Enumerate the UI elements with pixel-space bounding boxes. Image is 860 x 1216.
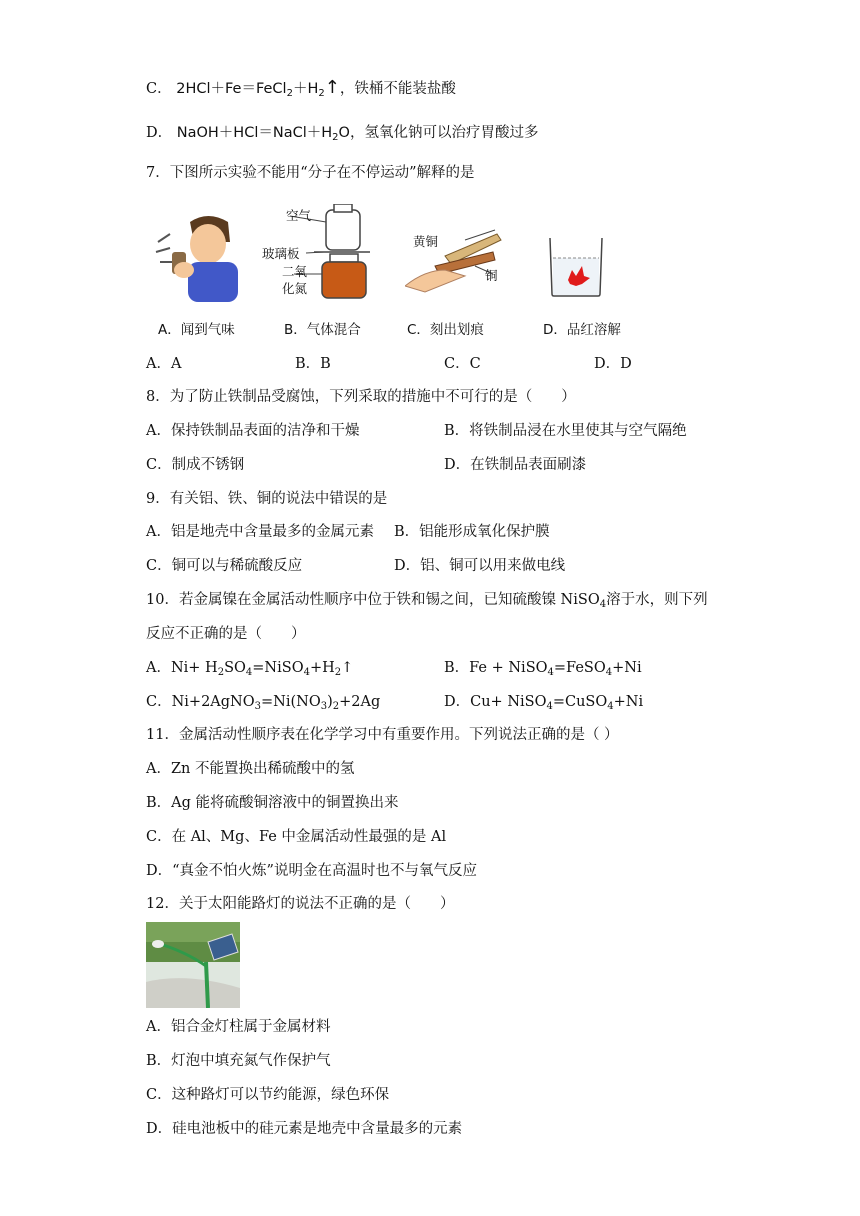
q10-stem-line1: 10．若金属镍在金属活动性顺序中位于铁和锡之间，已知硫酸镍 NiSO$_4$溶于水，则下列 [146,592,708,610]
figure-caption-b: B．气体混合 [284,322,361,338]
q6-option-c: C． $2HCl+Fe=FeCl_2+H_2↑$，铁桶不能装盐酸 [146,77,456,99]
q10-option-b: B．Fe + NiSO$_4$=FeSO$_4$+Ni [444,660,642,678]
q9-option-b: B．铝能形成氧化保护膜 [394,524,550,540]
q7-stem: 7．下图所示实验不能用“分子在不停运动”解释的是 [146,165,475,181]
q8-option-c: C．制成不锈钢 [146,457,245,473]
q11-option-c: C．在 Al、Mg、Fe 中金属活动性最强的是 Al [146,829,447,845]
q12-option-d: D．硅电池板中的硅元素是地壳中含量最多的元素 [146,1121,463,1137]
q7-option-d: D．D [594,356,632,372]
figure-b-gas-jars [260,204,370,304]
q9-option-c: C．铜可以与稀硫酸反应 [146,558,303,574]
figure-caption-a: A．闻到气味 [158,322,235,338]
q12-option-b: B．灯泡中填充氮气作保护气 [146,1053,331,1069]
q7-option-b: B．B [295,356,331,372]
figure-c-scratch [405,226,515,296]
figure-caption-c: C．刻出划痕 [407,322,484,338]
q11-option-d: D．“真金不怕火炼”说明金在高温时也不与氧气反应 [146,863,477,879]
q9-option-d: D．铝、铜可以用来做电线 [394,558,566,574]
q11-option-b: B．Ag 能将硫酸铜溶液中的铜置换出来 [146,795,399,811]
q7-option-c: C．C [444,356,481,372]
q10-option-a: A．$Ni+ H_2SO_4=NiSO_4+H_2↑$ [146,660,354,678]
q8-option-d: D．在铁制品表面刷漆 [444,457,587,473]
label-air: 空气 [286,208,312,223]
q12-stem: 12．关于太阳能路灯的说法不正确的是（ ） [146,896,455,912]
q12-option-a: A．铝合金灯柱属于金属材料 [146,1019,331,1035]
q11-stem: 11．金属活动性顺序表在化学学习中有重要作用。下列说法正确的是（ ） [146,727,619,743]
label-brass: 黄铜 [413,234,439,249]
label-glass-plate: 玻璃板 [262,246,300,261]
q12-option-c: C．这种路灯可以节约能源，绿色环保 [146,1087,390,1103]
q8-option-a: A．保持铁制品表面的洁净和干燥 [146,423,360,439]
q8-stem: 8．为了防止铁制品受腐蚀，下列采取的措施中不可行的是（ ） [146,389,576,405]
q6-option-d: D． $NaOH+HCl=NaCl+H_2O$，氢氧化钠可以治疗胃酸过多 [146,125,539,143]
label-copper: 铜 [485,268,498,283]
figure-a-smelling [150,212,250,302]
figure-d-beaker [546,236,606,298]
label-nitrogen-dioxide-1: 二氧 [282,264,308,279]
solar-street-lamp-photo [146,922,240,1008]
q9-stem: 9．有关铝、铁、铜的说法中错误的是 [146,491,388,507]
figure-caption-d: D．品红溶解 [543,322,621,338]
q11-option-a: A．Zn 不能置换出稀硫酸中的氢 [146,761,355,777]
q7-option-a: A．A [146,356,182,372]
q10-stem-line2: 反应不正确的是（ ） [146,626,306,642]
q10-option-d: D．Cu+ NiSO$_4$=CuSO$_4$+Ni [444,694,644,712]
q8-option-b: B．将铁制品浸在水里使其与空气隔绝 [444,423,687,439]
q6-d-equation: $NaOH+HCl=NaCl+H_2O$ [176,125,350,143]
q6-c-equation: $2HCl+Fe=FeCl_2+H_2↑$ [176,77,340,99]
q10-option-c: C．$Ni+2AgNO_3=Ni(NO_3)_2+2Ag$ [146,694,381,712]
label-nitrogen-dioxide-2: 化氮 [282,281,308,296]
q9-option-a: A．铝是地壳中含量最多的金属元素 [146,524,374,540]
